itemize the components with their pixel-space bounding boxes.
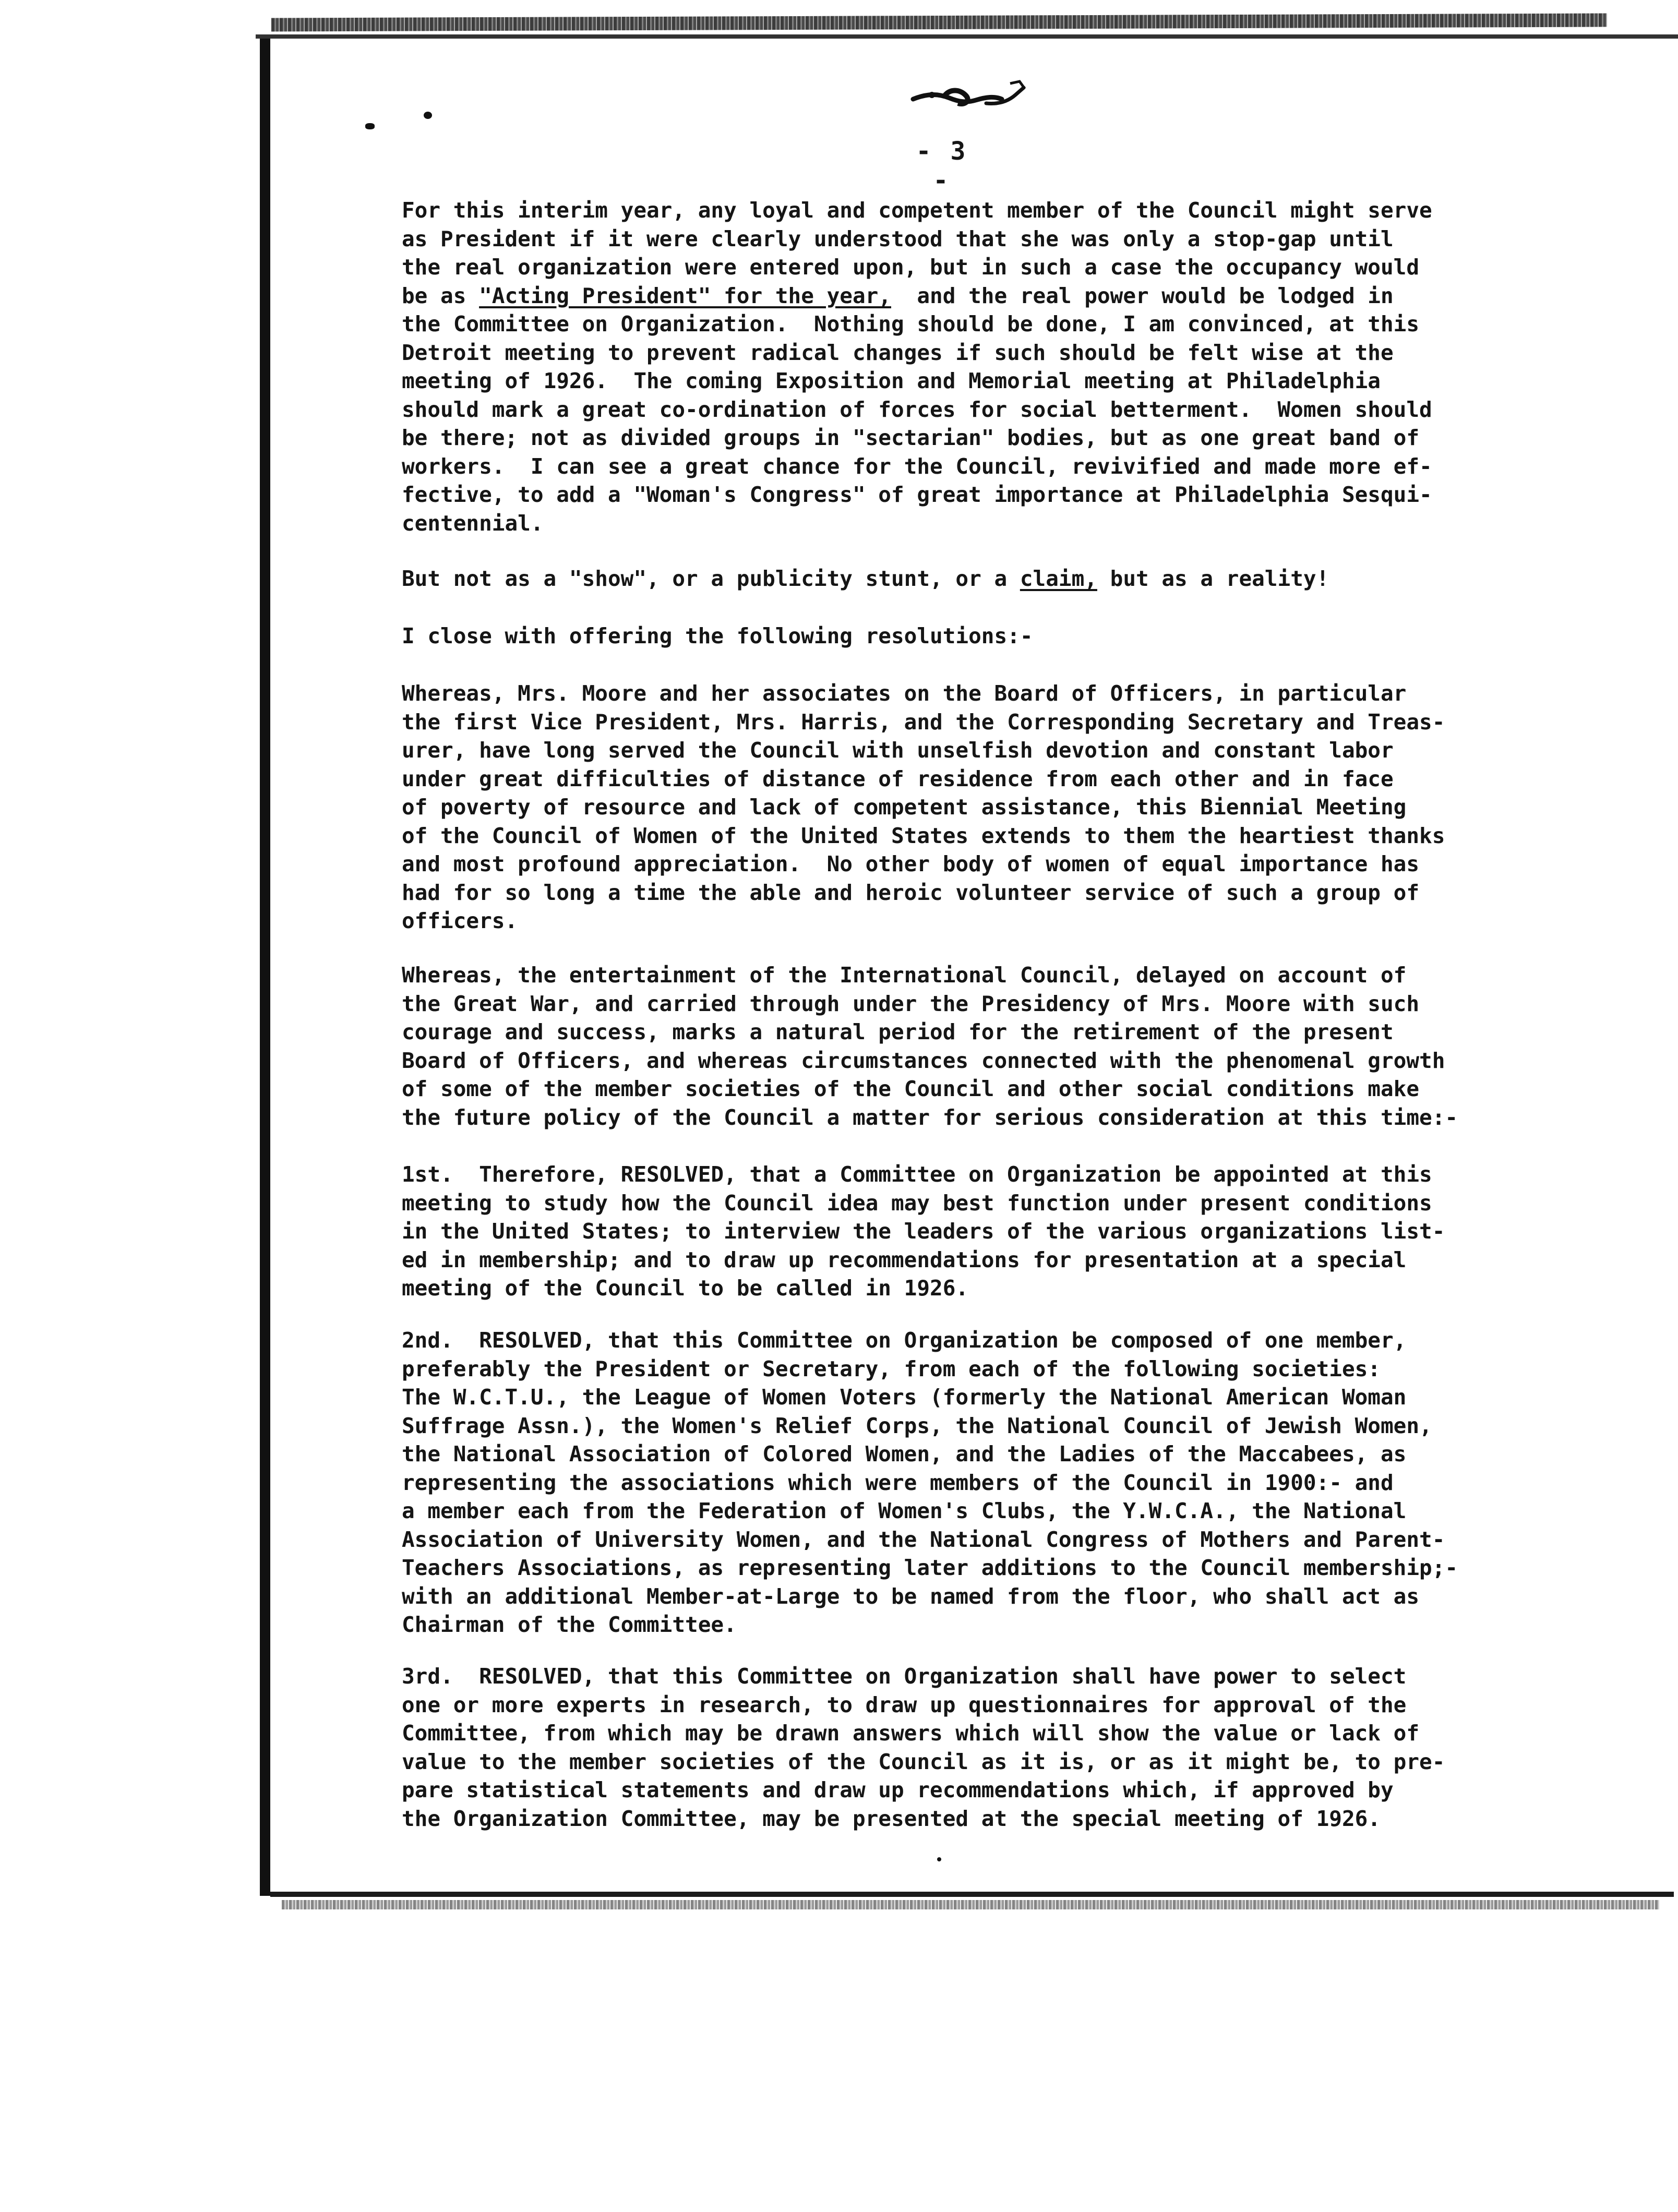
paragraph-close-resolutions [402,622,1503,651]
text-line: 1st. Therefore, RESOLVED, that a Committee on Organization be appointed at this [402,1162,1432,1187]
text-line: officers. [402,908,518,933]
text-line: of the Council of Women of the United States extends to them the heartiest thanks [402,823,1445,848]
text-line: Chairman of the Committee. [402,1612,737,1637]
paragraph-interim-year [402,196,1503,537]
paragraph-whereas-international [402,961,1503,1132]
paragraph-resolved-first [402,1160,1503,1303]
text-line: value to the member societies of the Council as it is, or as it might be, to pre- [402,1749,1445,1774]
text-line: had for so long a time the able and heroic volunteer service of such a group of [402,880,1420,905]
text-line: Whereas, the entertainment of the International Council, delayed on account of [402,963,1407,988]
text-line: one or more experts in research, to draw up questionnaires for approval of the [402,1692,1407,1717]
text-line-with-underline: be as "Acting President" for the year, and the real power would be lodged in [402,283,1394,308]
paragraph-whereas-moore [402,679,1503,935]
text-line: I close with offering the following resolutions:- [402,623,1033,648]
text-line: The W.C.T.U., the League of Women Voters (formerly the National American Woman [402,1385,1407,1410]
text-line: the Committee on Organization. Nothing should be done, I am convinced, at this [402,311,1420,336]
text-line: with an additional Member-at-Large to be named from the floor, who shall act as [402,1583,1420,1609]
text-line: Committee, from which may be drawn answers which will show the value or lack of [402,1721,1420,1746]
handwritten-mark-icon [908,73,1033,120]
text-line: workers. I can see a great chance for the Council, revivified and made more ef- [402,453,1432,479]
paragraph-resolved-second [402,1326,1503,1639]
text-line: a member each from the Federation of Women's Clubs, the Y.W.C.A., the National [402,1498,1407,1523]
text-line: should mark a great co-ordination of forces for social betterment. Women should [402,396,1432,422]
text-line: Detroit meeting to prevent radical changes if such should be felt wise at the [402,340,1394,365]
text-line: and most profound appreciation. No other body of women of equal importance has [402,851,1420,876]
text-line: preferably the President or Secretary, from each of the following societies: [402,1356,1381,1381]
text-line: Association of University Women, and the National Congress of Mothers and Parent- [402,1526,1445,1552]
text-line: meeting of the Council to be called in 1926. [402,1276,969,1301]
scan-edge-bottom [270,1892,1674,1897]
text-line: under great difficulties of distance of residence from each other and in face [402,766,1394,791]
text-line: meeting to study how the Council idea may best function under present conditions [402,1190,1432,1216]
text-line: courage and success, marks a natural period for the retirement of the present [402,1019,1394,1044]
scan-edge-top-line [256,34,1678,39]
scan-edge-bottom-noise [282,1900,1659,1909]
text-line: be there; not as divided groups in "sectarian" bodies, but as one great band of [402,425,1420,450]
text-line-with-underline: But not as a "show", or a publicity stunt, or a claim, but as a reality! [402,566,1329,591]
text-line: Board of Officers, and whereas circumstances connected with the phenomenal growth [402,1048,1445,1073]
text-line: meeting of 1926. The coming Exposition and Memorial meeting at Philadelphia [402,368,1381,393]
paragraph-not-a-show [402,564,1503,593]
scan-edge-left [260,39,270,1896]
text-line: as President if it were clearly understood that she was only a stop-gap until [402,226,1394,251]
text-line: of poverty of resource and lack of competent assistance, this Biennial Meeting [402,795,1407,820]
text-line: the real organization were entered upon, but in such a case the occupancy would [402,255,1420,280]
ink-speck [424,112,432,119]
text-line: Suffrage Assn.), the Women's Relief Corps, the National Council of Jewish Women, [402,1413,1432,1438]
text-line: representing the associations which were members of the Council in 1900:- and [402,1470,1394,1495]
text-line: Teachers Associations, as representing later additions to the Council membership;- [402,1555,1458,1580]
text-line: the future policy of the Council a matter for serious consideration at this time:- [402,1104,1458,1130]
text-line: in the United States; to interview the leaders of the various organizations list- [402,1219,1445,1244]
text-line: fective, to add a "Woman's Congress" of great importance at Philadelphia Sesqui- [402,482,1432,507]
page-number: - 3 - [916,137,968,195]
text-line: 3rd. RESOLVED, that this Committee on Organization shall have power to select [402,1664,1407,1689]
text-line: the Great War, and carried through under the Presidency of Mrs. Moore with such [402,991,1420,1016]
text-line: the first Vice President, Mrs. Harris, and the Corresponding Secretary and Treas- [402,709,1445,735]
underlined-claim: claim, [1020,566,1097,591]
text-line: Whereas, Mrs. Moore and her associates on the Board of Officers, in particular [402,681,1407,706]
text-line: of some of the member societies of the Council and other social conditions make [402,1076,1420,1101]
underlined-acting-president: "Acting President" for the year, [479,283,891,308]
paragraph-resolved-third [402,1662,1503,1833]
text-line: the Organization Committee, may be presented at the special meeting of 1926. [402,1806,1381,1831]
text-line: urer, have long served the Council with unselfish devotion and constant labor [402,738,1394,763]
text-line: ed in membership; and to draw up recommendations for presentation at a special [402,1247,1407,1272]
text-line: For this interim year, any loyal and competent member of the Council might serve [402,198,1432,223]
text-line: pare statistical statements and draw up recommendations which, if approved by [402,1777,1394,1802]
text-line: centennial. [402,510,544,536]
text-line: 2nd. RESOLVED, that this Committee on Organization be composed of one member, [402,1328,1407,1353]
text-line: the National Association of Colored Women, and the Ladies of the Maccabees, as [402,1441,1407,1466]
ink-speck [937,1857,941,1861]
ink-speck [365,123,375,129]
scan-edge-top [271,14,1607,32]
